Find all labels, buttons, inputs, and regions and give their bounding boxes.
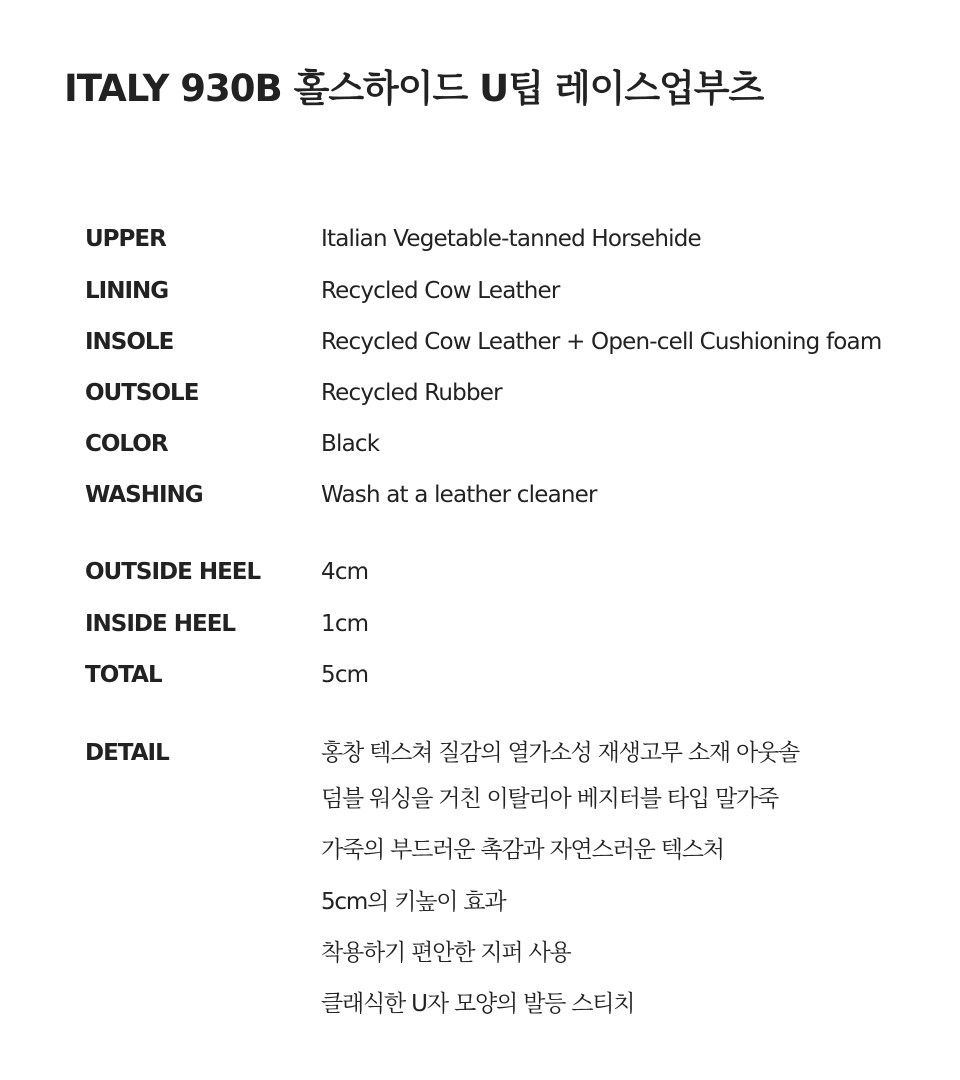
product-title: ITALY 930B 홀스하이드 U팁 레이스업부츠 [64, 67, 764, 110]
spec-row-insole [0, 327, 960, 357]
heel-label-outside: OUTSIDE HEEL [85, 559, 261, 585]
spec-row-lining [0, 276, 960, 306]
spec-value-washing: Wash at a leather cleaner [321, 482, 597, 508]
detail-line: 5cm의 키높이 효과 [321, 889, 506, 915]
spec-label-upper: UPPER [85, 226, 166, 252]
heel-row-outside [0, 557, 960, 587]
detail-line: 착용하기 편안한 지퍼 사용 [321, 940, 571, 966]
spec-row-washing [0, 480, 960, 510]
spec-value-outsole: Recycled Rubber [321, 380, 502, 406]
spec-label-washing: WASHING [85, 482, 203, 508]
detail-line: 덤블 워싱을 거친 이탈리아 베지터블 타입 말가죽 [321, 786, 779, 812]
spec-label-outsole: OUTSOLE [85, 380, 199, 406]
heel-row-total [0, 660, 960, 690]
heel-value-inside: 1cm [321, 611, 369, 637]
spec-row-upper [0, 224, 960, 254]
detail-label: DETAIL [85, 740, 169, 766]
spec-label-insole: INSOLE [85, 329, 174, 355]
spec-value-color: Black [321, 431, 380, 457]
spec-label-lining: LINING [85, 278, 169, 304]
detail-line: 홍창 텍스쳐 질감의 열가소성 재생고무 소재 아웃솔 [321, 740, 800, 766]
heel-value-outside: 4cm [321, 559, 369, 585]
heel-row-inside [0, 609, 960, 639]
spec-row-color [0, 429, 960, 459]
heel-label-inside: INSIDE HEEL [85, 611, 236, 637]
spec-row-outsole [0, 378, 960, 408]
heel-label-total: TOTAL [85, 662, 162, 688]
spec-value-lining: Recycled Cow Leather [321, 278, 560, 304]
spec-label-color: COLOR [85, 431, 168, 457]
detail-line: 가죽의 부드러운 촉감과 자연스러운 텍스처 [321, 837, 724, 863]
detail-line: 클래식한 U자 모양의 발등 스티치 [321, 991, 635, 1017]
heel-value-total: 5cm [321, 662, 369, 688]
spec-value-upper: Italian Vegetable-tanned Horsehide [321, 226, 701, 252]
spec-value-insole: Recycled Cow Leather + Open-cell Cushioning foam [321, 329, 882, 355]
